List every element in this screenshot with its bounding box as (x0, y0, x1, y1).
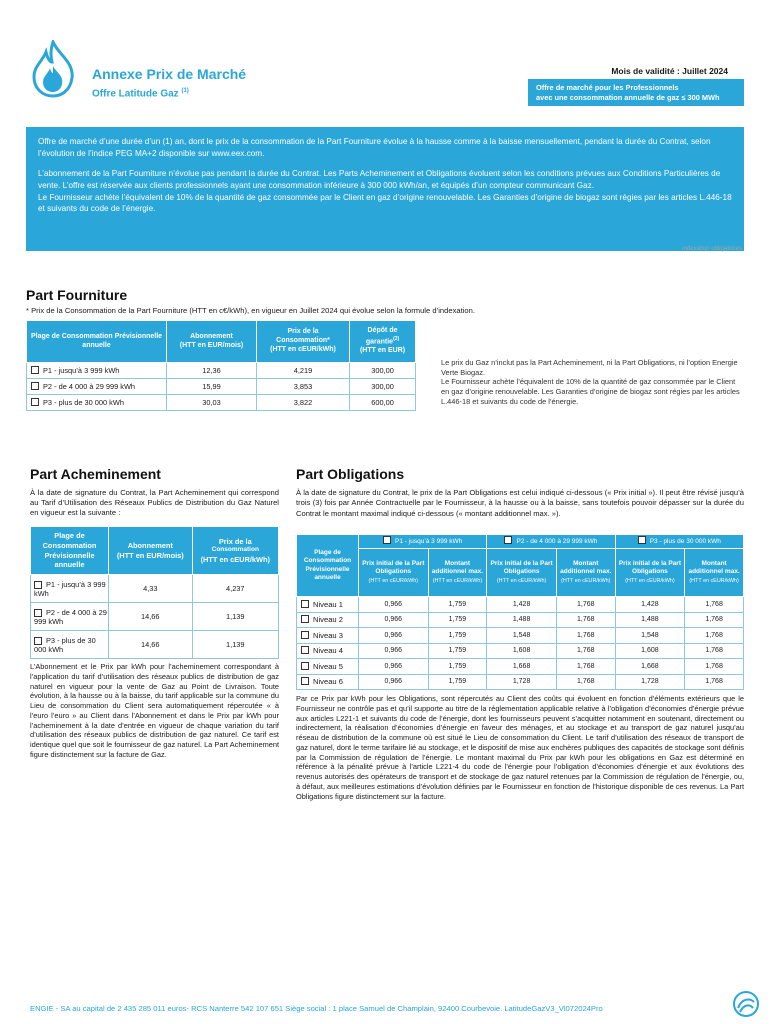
acheminement-table (30, 526, 279, 659)
fourniture-side-note: Le prix du Gaz n’inclut pas la Part Acheminement, ni la Part Obligations, ni l’option Energie Verte Biogaz. Le Fournisseur achète l’équivalent de 10% de la quantité de gaz consommée par le Client en gaz d’origine renouvelable. Les Garanties d’origine de biogaz sont régies par les articles L.446-18 et suivants du code de l’énergie. (441, 358, 740, 406)
checkbox-niveau-3[interactable] (301, 631, 309, 639)
checkbox-niveau-6[interactable] (301, 677, 309, 685)
checkbox-p3[interactable] (34, 637, 42, 645)
header-plage: Plage de Consommation Prévisionnelle annuelle (31, 527, 109, 575)
acheminement-text: L’Abonnement et le Prix par kWh pour l’acheminement correspondant à l’application du tarif d’utilisation des réseaux publics de distribution de gaz naturel en vigueur pour la vente de Gaz au Point de Livraison. Toute évolution, à la hausse ou à la baisse, du tarif applicable sur la commune du Lieu de consommation du Client sera automatiquement répercutée « à l’euro l’euro » au Client dans l’Abonnement et dans le Prix par kWh pour l’acheminement à la date d’entrée en vigueur de chaque variation du tarif d’utilisation des réseaux publics de distribution de gaz naturel. Ce tarif est identique quel que soit le fournisseur de gaz naturel. La Part Acheminement figure distinctement sur la facture de Gaz. (30, 662, 279, 759)
intro-paragraph-1: Offre de marché d’une durée d’un (1) an, dont le prix de la consommation de la Part Fourniture évolue à la hausse comme à la baisse mensuellement, pendant la durée du Contrat, selon l’évolution de l’indice PEG MA+2 disponible sur www.eex.com. (38, 137, 711, 158)
ghost-text: indexation obligatoires (682, 246, 742, 252)
table-row: Niveau 3 0,966 1,759 1,548 1,768 1,548 1,768 (297, 628, 744, 644)
obligations-text: Par ce Prix par kWh pour les Obligations, sont répercutés au Client des coûts qui évoluent en fonction d’éléments extérieurs que le Fournisseur ne contrôle pas et qu’il supporte au titre de la réglementation applicable relative à l’obligation d’économies d’énergie prévue aux articles L221-1 et suivants du code de l’énergie, dont les fournisseurs peuvent s’acquitter notamment en soutenant, directement ou indirectement, la réalisation d’économies d’énergie en faveur des ménages, et au stockage et au transport de gaz naturel jusqu’au réseau de distribution de la commune où est situé le Lieu de consommation du Client. Le tarif d’utilisation des réseaux de transport de gaz naturel, dont le terme tarifaire lié au stockage, et le dispositif de mise aux enchères publiques des capacités de stockage sont définis par la Commission de régulation de l’énergie. Le montant maximal du Prix par kWh pour les obligations en Gaz est déterminé en référence à la pénalité prévue à l’article L221-4 du code de l’énergie pour l’obligation d’économies d’énergie et aux évolutions des revenus autorisés des opérateurs de transport et de stockage de gaz naturel retenues par la Commission de régulation de l’énergie, ou, à défaut, aux meilleures estimations d’évolution définies par le Fournisseur en fonction de l’historique disponible de ces revenus. La Part Obligations figure distinctement sur la facture. (296, 694, 744, 801)
header-prix: Prix de la Consommation (HTT en cEUR/kWh) (192, 527, 278, 575)
table-row: P1 - jusqu’à 3 999 kWh 12,36 4,219 300,00 (27, 363, 416, 379)
checkbox-p2[interactable] (504, 536, 512, 544)
group-p3: P3 - plus de 30 000 kWh (615, 535, 743, 549)
table-row: Niveau 2 0,966 1,759 1,488 1,768 1,488 1,768 (297, 612, 744, 628)
table-row: P3 - plus de 30 000 kWh 14,66 1,139 (31, 631, 279, 659)
header-prix-initial-p2: Prix initial de la Part Obligations (HTT en cEUR/kWh) (487, 549, 557, 597)
checkbox-p3[interactable] (31, 398, 39, 406)
engie-logo-icon (732, 990, 760, 1018)
header-plage: Plage de Consommation Prévisionnelle annuelle (297, 535, 359, 597)
header-montant-max-p2: Montant additionnel max. (HTT en cEUR/kWh) (556, 549, 615, 597)
checkbox-p2[interactable] (34, 609, 42, 617)
table-row: Niveau 1 0,966 1,759 1,428 1,768 1,428 1,768 (297, 597, 744, 613)
header-montant-max-p3: Montant additionnel max. (HTT en cEUR/kWh) (685, 549, 744, 597)
table-row: Niveau 6 0,966 1,759 1,728 1,768 1,728 1,768 (297, 674, 744, 690)
section-title-acheminement: Part Acheminement (30, 466, 161, 482)
checkbox-niveau-2[interactable] (301, 615, 309, 623)
obligations-table (296, 534, 744, 690)
table-row: P2 - de 4 000 à 29 999 kWh 15,99 3,853 300,00 (27, 379, 416, 395)
section-title-fourniture: Part Fourniture (26, 287, 128, 303)
header-abonnement: Abonnement (HTT en EUR/mois) (167, 321, 257, 363)
acheminement-intro: À la date de signature du Contrat, la Part Acheminement qui correspond au Tarif d’Utilisation des Réseaux Publics de Distribution du Gaz Naturel en vigueur est la suivante : (30, 488, 279, 517)
header-montant-max-p1: Montant additionnel max. (HTT en cEUR/kWh) (428, 549, 487, 597)
header-plage: Plage de Consommation Prévisionnelle annuelle (27, 321, 167, 363)
checkbox-p3[interactable] (638, 536, 646, 544)
table-row: Niveau 5 0,966 1,759 1,668 1,768 1,668 1,768 (297, 659, 744, 675)
fourniture-table (26, 320, 416, 411)
checkbox-p1[interactable] (31, 366, 39, 374)
table-row: P1 - jusqu’à 3 999 kWh 4,33 4,237 (31, 575, 279, 603)
section-title-obligations: Part Obligations (296, 466, 405, 482)
group-p2: P2 - de 4 000 à 29 999 kWh (487, 535, 615, 549)
group-p1: P1 - jusqu’à 3 999 kWh (359, 535, 487, 549)
checkbox-niveau-4[interactable] (301, 646, 309, 654)
table-row: Niveau 4 0,966 1,759 1,608 1,768 1,608 1,768 (297, 643, 744, 659)
table-row: P3 - plus de 30 000 kWh 30,03 3,822 600,00 (27, 395, 416, 411)
document-title: Annexe Prix de Marché (92, 66, 247, 82)
checkbox-niveau-5[interactable] (301, 662, 309, 670)
header-depot: Dépôt de garantie$^{(2)}$ (HTT en EUR) (350, 321, 416, 363)
header-prix: Prix de la Consommation* (HTT en cEUR/kWh) (256, 321, 349, 363)
checkbox-p1[interactable] (34, 581, 42, 589)
intro-paragraph-3: Le Fournisseur achète l’équivalent de 10% de la quantité de gaz consommée par le Client en gaz d’origine renouvelable. Les Garanties d’origine de biogaz sont régies par les articles L.446-18 et suivants du code de l’énergie. (38, 192, 732, 214)
intro-box (26, 127, 744, 251)
offer-target-box: Offre de marché pour les Professionnels avec une consommation annuelle de gaz ≤ 300 MWh (528, 79, 744, 106)
header-prix-initial-p3: Prix initial de la Part Obligations (HTT en cEUR/kWh) (615, 549, 685, 597)
checkbox-niveau-1[interactable] (301, 600, 309, 608)
checkbox-p1[interactable] (383, 536, 391, 544)
table-row: P2 - de 4 000 à 29 999 kWh 14,66 1,139 (31, 603, 279, 631)
document-subtitle: Offre Latitude Gaz $^{(1)}$ (92, 88, 189, 100)
checkbox-p2[interactable] (31, 382, 39, 390)
intro-paragraph-2: L’abonnement de la Part Fourniture n’évolue pas pendant la durée du Contrat. Les Parts Acheminement et Obligations évoluent selon les conditions prévues aux Conditions Particulières de vente. L’offre est réservée aux clients professionnels ayant une consommation inférieure à 300 000 kWh/an, et équipés d’un compteur communicant Gaz. (38, 168, 721, 190)
validity-month: Mois de validité : Juillet 2024 (611, 66, 728, 76)
footer-legal: ENGIE - SA au capital de 2 435 285 011 euros- RCS Nanterre 542 107 651 Siège social : 1 place Samuel de Champlain, 92400 Courbevoie. LatitudeGazV3_Vl072024Pro (30, 1004, 603, 1013)
obligations-intro: À la date de signature du Contrat, le prix de la Part Obligations est celui indiqué ci-dessous (« Prix initial »). Il peut être révisé jusqu’à trois (3) fois par Année Contractuelle par le Fournisseur, à la hausse ou à la baisse, sans toutefois pouvoir dépasser sur la durée du Contrat le montant maximal indiqué ci-dessous (« montant additionnel max. »). (296, 488, 744, 518)
header-abonnement: Abonnement (HTT en EUR/mois) (109, 527, 193, 575)
flame-logo-icon (28, 40, 78, 98)
fourniture-note: * Prix de la Consommation de la Part Fourniture (HTT en c€/kWh), en vigueur en Juillet 2024 qui évolue selon la formule d’indexation. (26, 306, 475, 315)
header-prix-initial-p1: Prix initial de la Part Obligations (HTT en cEUR/kWh) (359, 549, 429, 597)
